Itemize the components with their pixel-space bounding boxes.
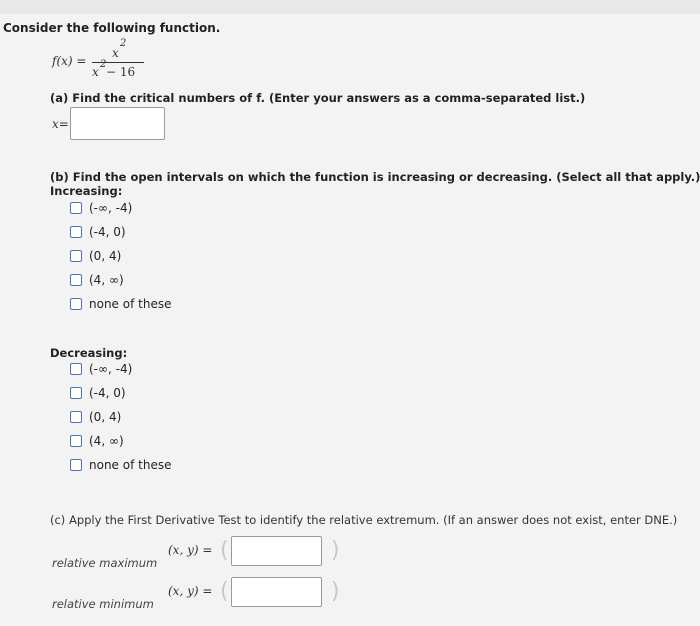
option-label: (-∞, -4)	[89, 362, 133, 376]
decreasing-option-0-4[interactable]	[70, 410, 121, 424]
option-label: (0, 4)	[89, 249, 122, 263]
part-c-prompt: (c) Apply the First Derivative Test to identify the relative extremum. (If an answer does not exist, enter DNE.)	[50, 513, 678, 527]
decreasing-option-neg4-0[interactable]	[70, 386, 126, 400]
part-b-prompt: (b) Find the open intervals on which the function is increasing or decreasing. (Select all that apply.)	[50, 170, 700, 184]
checkbox-icon[interactable]	[70, 250, 82, 262]
max-close-paren: )	[331, 538, 340, 563]
critical-numbers-input[interactable]	[70, 107, 165, 140]
option-label: (0, 4)	[89, 410, 122, 424]
checkbox-icon[interactable]	[70, 274, 82, 286]
option-label: (-4, 0)	[89, 225, 126, 239]
function-lhs: f(x) =	[52, 54, 87, 68]
intro-text: Consider the following function.	[3, 21, 221, 35]
increasing-option-neg4-0[interactable]	[70, 225, 126, 239]
top-strip	[0, 0, 700, 14]
min-xy-label: (x, y) =	[168, 584, 213, 598]
relative-minimum-label: relative minimum	[52, 597, 154, 611]
min-open-paren: (	[220, 579, 229, 604]
checkbox-icon[interactable]	[70, 411, 82, 423]
checkbox-icon[interactable]	[70, 298, 82, 310]
increasing-label: Increasing:	[50, 184, 123, 198]
decreasing-option-neg-inf-neg4[interactable]	[70, 362, 132, 376]
decreasing-option-none[interactable]	[70, 458, 171, 472]
denominator-exponent: 2	[100, 59, 107, 70]
option-label: none of these	[89, 458, 172, 472]
relative-maximum-label: relative maximum	[52, 556, 158, 570]
option-label: (4, ∞)	[89, 273, 124, 287]
numerator-base: x	[112, 46, 119, 60]
option-label: (-4, 0)	[89, 386, 126, 400]
decreasing-option-4-inf[interactable]	[70, 434, 124, 448]
option-label: none of these	[89, 297, 172, 311]
part-a-prompt: (a) Find the critical numbers of f. (Enter your answers as a comma-separated list.)	[50, 91, 586, 105]
denominator-rest: − 16	[106, 65, 136, 79]
increasing-option-4-inf[interactable]	[70, 273, 124, 287]
relative-maximum-input[interactable]	[231, 536, 322, 566]
option-label: (4, ∞)	[89, 434, 124, 448]
checkbox-icon[interactable]	[70, 459, 82, 471]
checkbox-icon[interactable]	[70, 387, 82, 399]
increasing-option-none[interactable]	[70, 297, 171, 311]
checkbox-icon[interactable]	[70, 202, 82, 214]
option-label: (-∞, -4)	[89, 201, 133, 215]
decreasing-label: Decreasing:	[50, 346, 128, 360]
max-open-paren: (	[220, 538, 229, 563]
increasing-option-0-4[interactable]	[70, 249, 121, 263]
min-close-paren: )	[331, 579, 340, 604]
checkbox-icon[interactable]	[70, 435, 82, 447]
relative-minimum-input[interactable]	[231, 577, 322, 607]
checkbox-icon[interactable]	[70, 226, 82, 238]
denominator-base: x	[92, 65, 99, 79]
max-xy-label: (x, y) =	[168, 543, 213, 557]
part-a-var-label: x=	[52, 117, 69, 131]
checkbox-icon[interactable]	[70, 363, 82, 375]
increasing-option-neg-inf-neg4[interactable]	[70, 201, 132, 215]
numerator-exponent: 2	[120, 38, 127, 49]
